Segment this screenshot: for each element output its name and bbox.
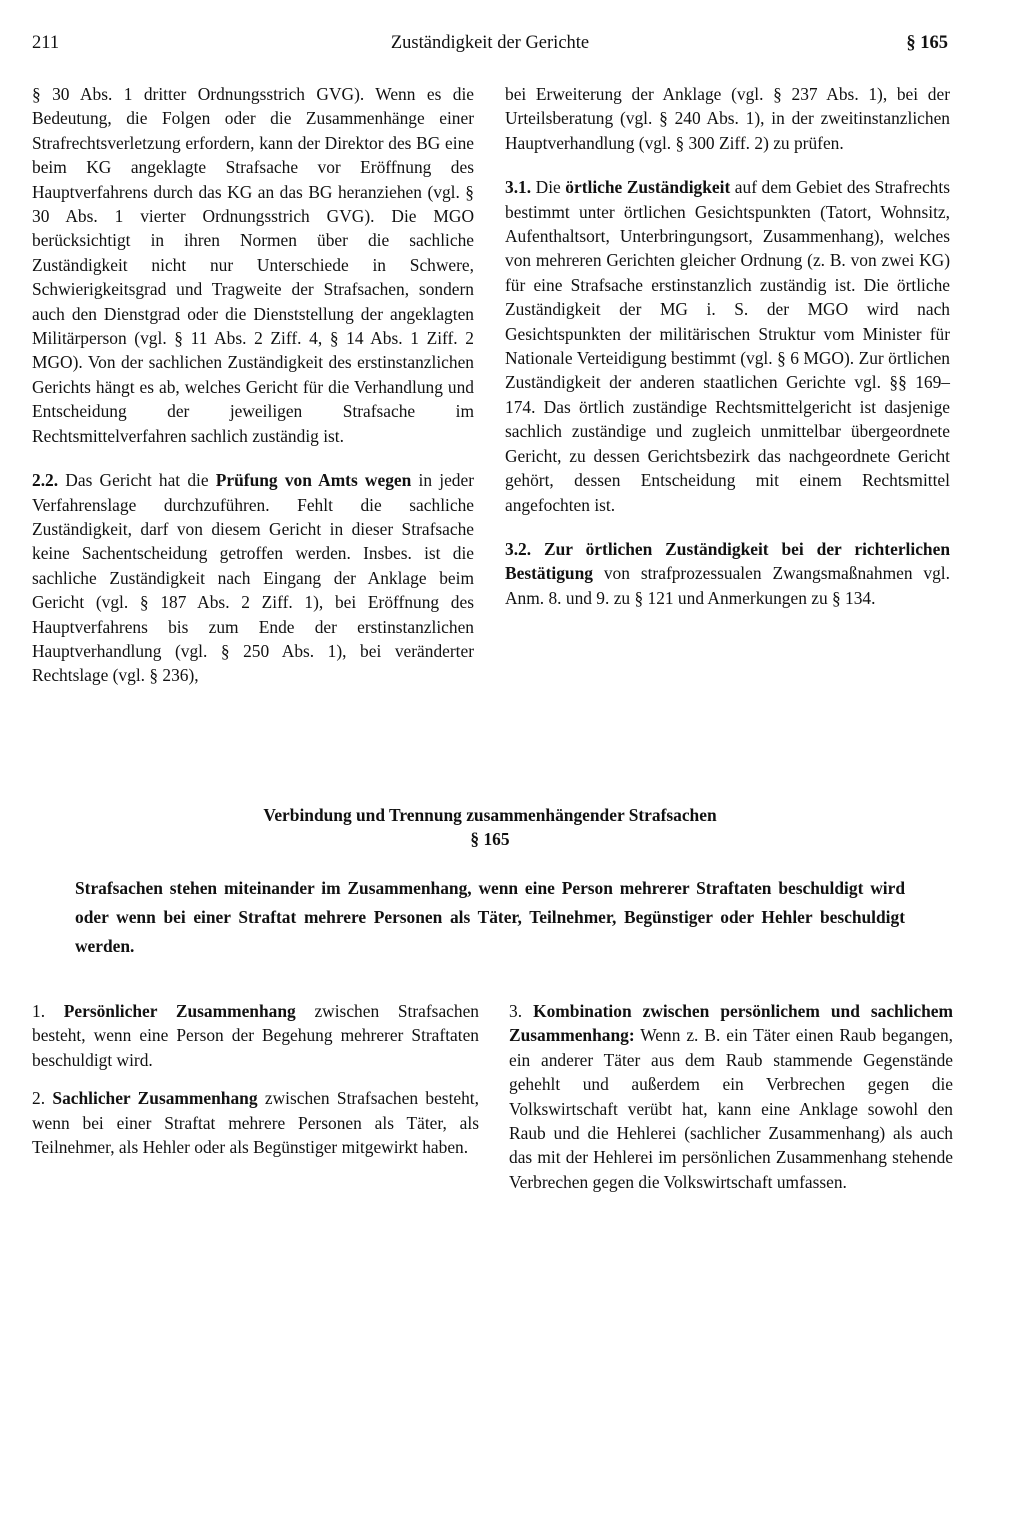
paragraph-text: Die: [531, 177, 566, 198]
section-title: Verbindung und Trennung zusammenhängender Strafsachen: [263, 805, 717, 825]
section-number: § 165: [470, 829, 510, 850]
section-heading: [32, 803, 948, 852]
page-header: [32, 31, 948, 57]
paragraph-2-2: [32, 468, 474, 688]
annotation-number: 1.: [32, 1001, 46, 1021]
annotation-text: Wenn z. B. ein Täter einen Raub begangen, ein anderer Täter aus dem Raub stammende Gegenstände gehehlt und außerdem ein Verbrechen gegen die Volkswirtschaft verübt hat, kann eine Anklage sowohl den Raub und die Hehlerei (sachlicher Zusammenhang) als auch das mit der Hehlerei im persönlichen Zusammenhang stehende Verbrechen gegen die Volkswirtschaft umfassen.: [509, 1025, 953, 1192]
annotations-right-column: [509, 999, 953, 1208]
annotation-keyword: Persönlicher Zusammenhang: [45, 1001, 296, 1021]
page-number: 211: [32, 33, 60, 53]
paragraph-keyword: Zur örtlichen Zuständigkeit bei der richterlichen Bestätigung: [505, 538, 950, 584]
annotation-number: 2.: [32, 1088, 46, 1109]
annotations-left-column: [32, 999, 479, 1173]
left-column: [32, 82, 474, 708]
paragraph-keyword: Prüfung von Amts wegen: [215, 470, 412, 491]
paragraph-3-2: [505, 537, 950, 610]
annotation-text: zwischen Strafsachen besteht, wenn bei einer Straftat mehrere Personen als Täter, als Teilnehmer, als Hehler oder als Begünstiger mitgewirkt haben.: [32, 1088, 479, 1158]
paragraph-number: 2.2.: [32, 470, 59, 491]
annotation-number: 3.: [509, 1001, 523, 1021]
annotation-1: [32, 999, 479, 1072]
section-marker: § 165: [906, 33, 948, 53]
norm-text: Strafsachen stehen miteinander im Zusammenhang, wenn eine Person mehrerer Straftaten beschuldigt wird oder wenn bei einer Straftat mehrere Personen als Täter, Teilnehmer, Begünstiger oder Hehler beschuldigt werden.: [75, 878, 905, 956]
paragraph-3-1: [505, 175, 950, 517]
right-column: [505, 82, 950, 630]
paragraph-text: Das Gericht hat die: [58, 470, 216, 491]
paragraph-text: von strafprozessualen Zwangsmaßnahmen vgl. Anm. 8. und 9. zu § 121 und Anmerkungen zu § 134.: [505, 563, 950, 608]
annotation-2: [32, 1086, 479, 1159]
paragraph-continuation: bei Erweiterung der Anklage (vgl. § 237 Abs. 1), bei der Urteilsberatung (vgl. § 240 Abs. 1), in der zweitinstanzlichen Hauptverhandlung (vgl. § 300 Ziff. 2) zu prüfen.: [505, 84, 950, 153]
running-title: Zuständigkeit der Gerichte: [390, 33, 590, 53]
paragraph-text: in jeder Verfahrenslage durchzuführen. Fehlt die sachliche Zuständigkeit, darf von diesem Gericht in dieser Strafsache keine Sachentscheidung getroffen werden. Insbes. ist die sachliche Zuständigkeit nach Eingang der Anklage beim Gericht (vgl. § 187 Abs. 2 Ziff. 1), bei Eröffnung des Hauptverfahrens bis zum Ende der erstinstanzlichen Hauptverhandlung (vgl. § 250 Abs. 1), bei veränderter Rechtslage (vgl. § 236),: [32, 470, 474, 686]
paragraph-number: 3.2.: [505, 538, 532, 559]
annotation-text: zwischen Strafsachen besteht, wenn eine Person der Begehung mehrerer Straftaten beschuldigt wird.: [32, 1001, 479, 1070]
paragraph-number: 3.1.: [505, 177, 532, 198]
annotation-keyword: Sachlicher Zusammenhang: [45, 1088, 258, 1109]
annotation-3: [509, 999, 953, 1194]
paragraph-text: auf dem Gebiet des Strafrechts bestimmt unter örtlichen Gesichtspunkten (Tatort, Wohnsitz, Aufenthaltsort, Unterbringungsort, Zusammenhang), welches von mehreren Gerichten gleicher Ordnung (z. B. von zwei KG) für eine Strafsache erstinstanzlich zuständig ist. Die örtliche Zuständigkeit der MG i. S. der MGO wird nach Gesichtspunkten der militärischen Struktur vom Minister für Nationale Verteidigung bestimmt (vgl. § 6 MGO). Zur örtlichen Zuständigkeit der anderen staatlichen Gerichte vgl. §§ 169–174. Das örtlich zuständige Rechtsmittelgericht ist dasjenige sachlich zuständige und zugleich unmittelbar übergeordnete Gericht, zu dessen Gerichtsbezirk das nachgeordnete Gericht gehört, dessen Entscheidung mit einem Rechtsmittel angefochten ist.: [505, 177, 950, 515]
annotation-keyword: Kombination zwischen persönlichem und sachlichem Zusammenhang:: [509, 1001, 953, 1046]
paragraph-continuation: § 30 Abs. 1 dritter Ordnungsstrich GVG). Wenn es die Bedeutung, die Folgen oder die Zusammenhänge einer Strafrechtsverletzung erfordern, kann der Direktor des BG eine beim KG angeklagte Strafsache vor Eröffnung des Hauptverfahrens durch das KG an das BG heranziehen (vgl. § 30 Abs. 1 vierter Ordnungsstrich GVG). Die MGO berücksichtigt in ihren Normen über die sachliche Zuständigkeit nicht nur Unterschiede in Schwere, Schwierigkeitsgrad und Tragweite der Strafsachen, sondern auch den Dienstgrad oder die Dienststellung der angeklagten Militärperson (vgl. § 11 Abs. 2 Ziff. 4, § 14 Abs. 1 Ziff. 2 MGO). Von der sachlichen Zuständigkeit des erstinstanzlichen Gerichts hängt es ab, welches Gericht für die Verhandlung und Entscheidung der jeweiligen Strafsache im Rechtsmittelverfahren sachlich zuständig ist.: [32, 84, 474, 446]
paragraph-keyword: örtliche Zuständigkeit: [565, 177, 731, 198]
